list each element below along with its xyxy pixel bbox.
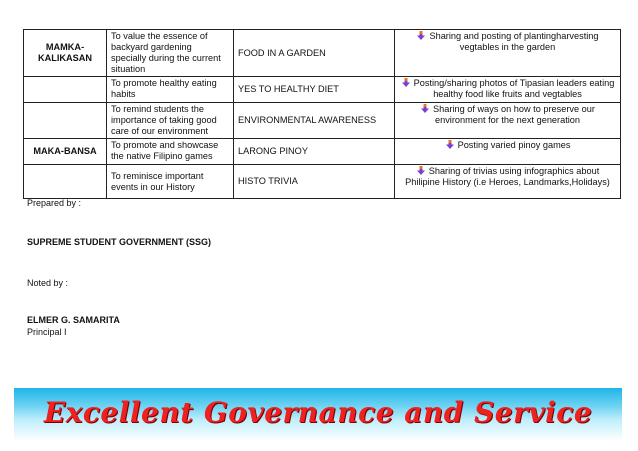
activity-plan-table	[23, 29, 621, 199]
objective-cell: To promote and showcase the native Filipino games	[107, 139, 234, 165]
objective-cell: To remind students the importance of taking good care of our environment	[107, 103, 234, 139]
prepared-by-name: SUPREME STUDENT GOVERNMENT (SSG)	[27, 237, 212, 247]
strategy-text: Sharing of ways on how to preserve our environment for the next generation	[433, 104, 595, 125]
strategy-cell	[395, 30, 621, 77]
slogan-banner	[14, 388, 622, 441]
arrow-down-bullet-icon	[445, 140, 455, 149]
table-row	[24, 165, 621, 199]
strategy-text: Posting/sharing photos of Tipasian leaders eating healthy food like fruits and vegtables	[413, 78, 615, 99]
strategy-cell	[395, 103, 621, 139]
objective-cell: To value the essence of backyard gardening specially during the current situation	[107, 30, 234, 77]
strategy-text: Posting varied pinoy games	[457, 140, 571, 150]
strategy-cell	[395, 139, 621, 165]
objective-cell: To promote healthy eating habits	[107, 77, 234, 103]
noted-by-name: ELMER G. SAMARITA	[27, 315, 120, 325]
objective-cell: To reminisce important events in our History	[107, 165, 234, 199]
activity-cell: HISTO TRIVIA	[234, 165, 395, 199]
strategy-text: Sharing of trivias using infographics about Philipine History (i.e Heroes, Landmarks,Holidays)	[405, 166, 610, 187]
strategy-cell	[395, 77, 621, 103]
activity-cell: LARONG PINOY	[234, 139, 395, 165]
activity-cell: ENVIRONMENTAL AWARENESS	[234, 103, 395, 139]
table-row	[24, 77, 621, 103]
table-row	[24, 139, 621, 165]
group-cell	[24, 77, 107, 103]
arrow-down-bullet-icon	[420, 104, 430, 113]
strategy-text: Sharing and posting of plantingharvesting vegtables in the garden	[429, 31, 599, 52]
arrow-down-bullet-icon	[416, 166, 426, 175]
noted-by-title: Principal I	[27, 327, 67, 337]
group-cell	[24, 103, 107, 139]
table-row	[24, 30, 621, 77]
arrow-down-bullet-icon	[401, 78, 411, 87]
noted-by-label: Noted by :	[27, 278, 69, 288]
activity-cell: YES TO HEALTHY DIET	[234, 77, 395, 103]
activity-cell: FOOD IN A GARDEN	[234, 30, 395, 77]
group-cell: MAMKA- KALIKASAN	[24, 30, 107, 77]
slogan-text: Excellent Governance and Service	[43, 396, 593, 429]
arrow-down-bullet-icon	[416, 31, 426, 40]
strategy-cell	[395, 165, 621, 199]
table-row	[24, 103, 621, 139]
prepared-by-label: Prepared by :	[27, 198, 82, 208]
group-cell	[24, 165, 107, 199]
group-cell: MAKA-BANSA	[24, 139, 107, 165]
